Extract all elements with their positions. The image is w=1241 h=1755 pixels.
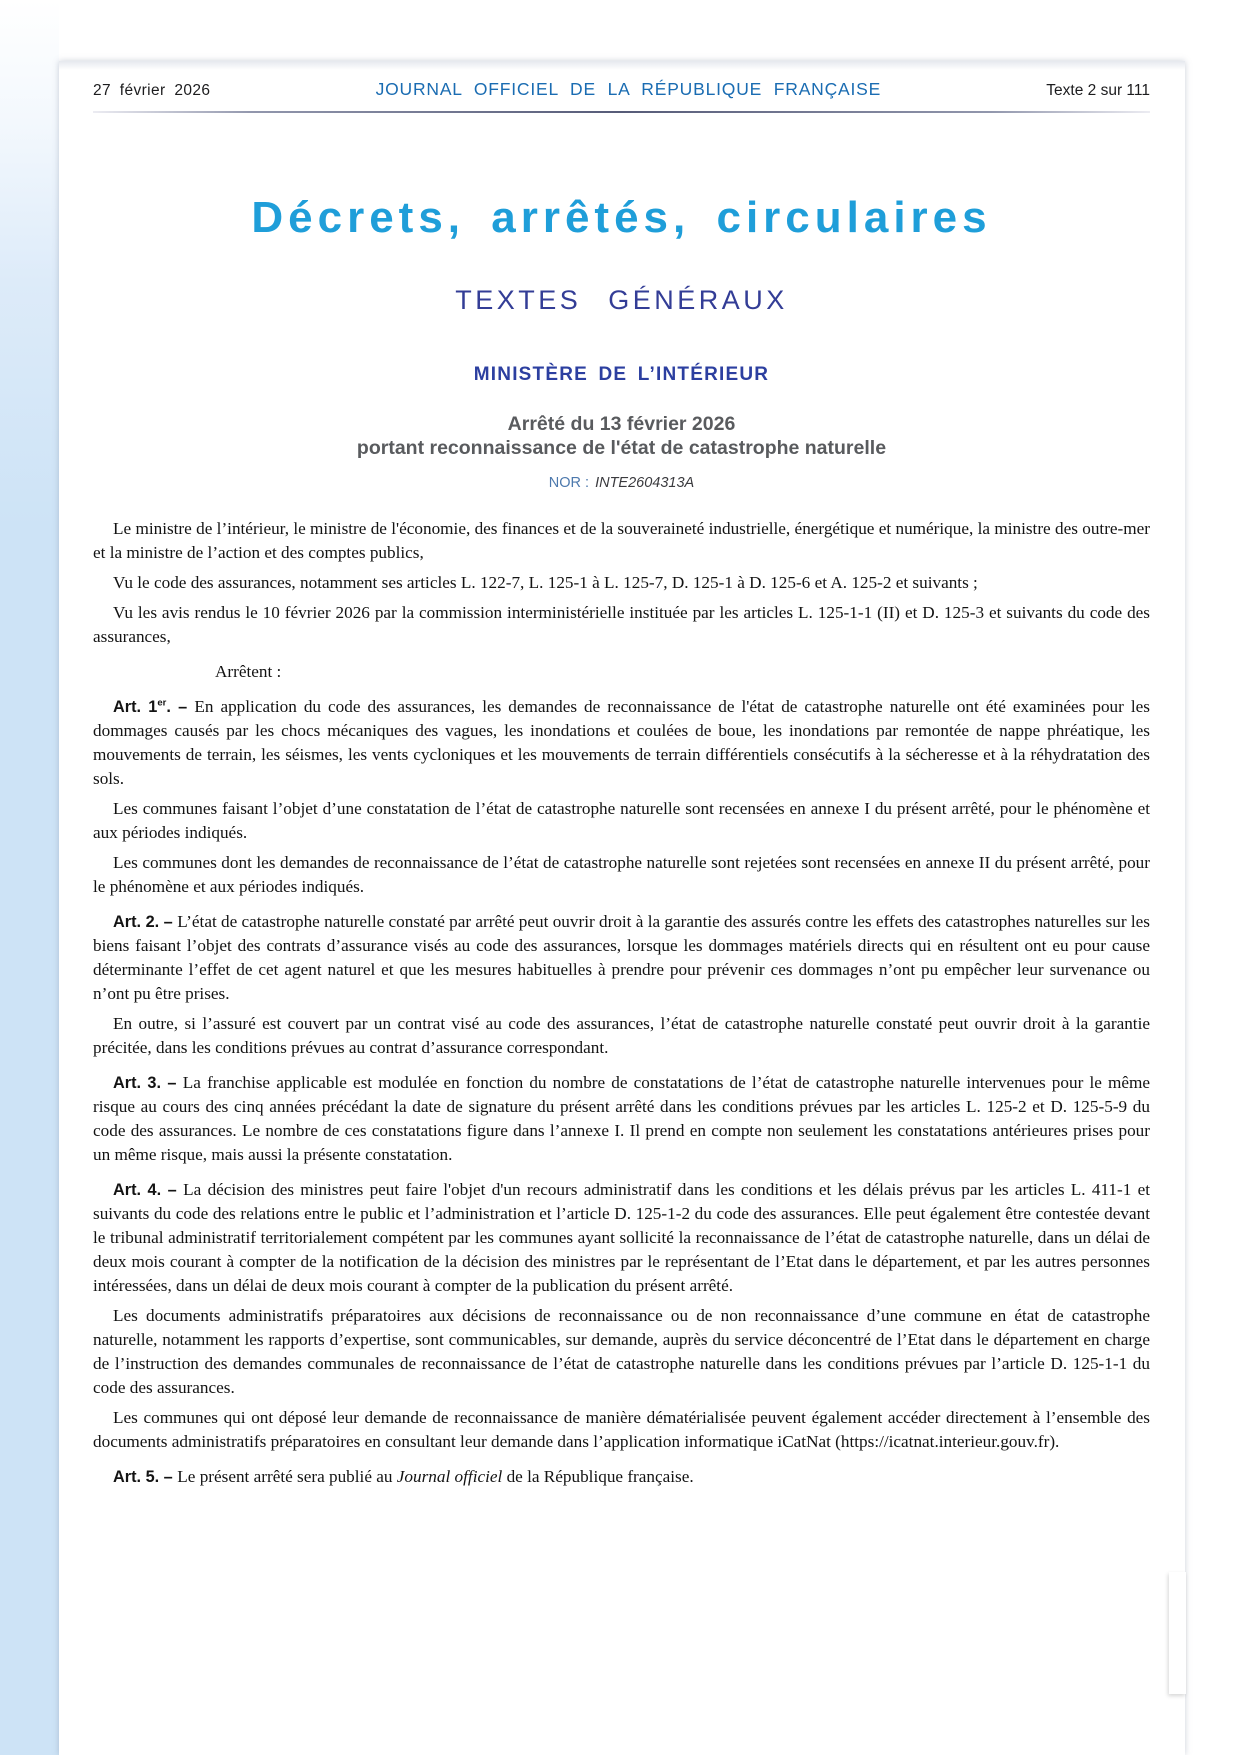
paragraph: Le ministre de l’intérieur, le ministre de l'économie, des finances et de la souveraineté industrielle, énergétique et numérique, la ministre des outre-mer et la ministre de l’action et des comptes publics, <box>93 519 1150 562</box>
decree-body <box>93 517 1150 1489</box>
paragraph: Arrêtent : <box>215 662 282 681</box>
paragraph: Vu le code des assurances, notamment ses articles L. 122-7, L. 125-1 à L. 125-7, D. 125-1 à D. 125-6 et A. 125-2 et suivants ; <box>113 573 978 592</box>
header-text-reference: Texte 2 sur 111 <box>1046 82 1150 99</box>
article-label: Art. 2. – <box>113 913 178 931</box>
paragraph: Les documents administratifs préparatoires aux décisions de reconnaissance ou de non reconnaissance d’une commune en état de catastrophe naturelle, notamment les rapports d’expertise, sont communicables, sur demande, auprès du service déconcentré de l’Etat dans le département en charge de l’instruction des demandes communales de reconnaissance de l’état de catastrophe naturelle dans les conditions prévues par l’article D. 125-1-1 du code des assurances. <box>93 1306 1150 1397</box>
decree-title <box>93 412 1150 460</box>
paragraph: Les communes faisant l’objet d’une constatation de l’état de catastrophe naturelle sont recensées en annexe I du présent arrêté, pour le phénomène et aux périodes indiqués. <box>93 799 1150 842</box>
article-paragraph: Art. 5. – Le présent arrêté sera publié au Journal officiel de la République française. <box>113 1467 694 1486</box>
article-paragraph: Art. 1er. – En application du code des assurances, les demandes de reconnaissance de l'état de catastrophe naturelle ont été examinées pour les dommages causés par les chocs mécaniques des vagues, les inondations et coulées de boue, les inondations par remontée de nappe phréatique, les mouvements de terrain, les séismes, les vents cycloniques et les mouvements de terrain différentiels consécutifs à la sécheresse et à la réhydratation des sols. <box>93 697 1150 788</box>
article-paragraph: Art. 2. – L’état de catastrophe naturelle constaté par arrêté peut ouvrir droit à la garantie des assurés contre les effets des catastrophes naturelles sur les biens faisant l’objet des contrats d’assurance visés au code des assurances, lorsque les dommages matériels directs qui en résultent ont eu pour cause déterminante l’effet de cet agent naturel et que les mesures habituelles à prendre pour prévenir ces dommages n’ont pu empêcher leur survenance ou n’ont pu être prises. <box>93 912 1150 1003</box>
decree-title-line1: Arrêté du 13 février 2026 <box>507 413 736 435</box>
journal-header <box>93 61 1150 100</box>
decree-title-line2: portant reconnaissance de l'état de catastrophe naturelle <box>356 437 887 459</box>
nor-value: INTE2604313A <box>595 475 695 491</box>
page-content <box>59 61 1185 1489</box>
article-label: Art. 3. – <box>113 1074 183 1092</box>
article-paragraph: Art. 4. – La décision des ministres peut faire l'objet d'un recours administratif dans les conditions et les délais prévus par les articles L. 411-1 et suivants du code des relations entre le public et l’administration et l’article D. 125-1-2 du code des assurances. Elle peut également être contestée devant le tribunal administratif territorialement compétent par les communes ayant sollicité la reconnaissance de l’état de catastrophe naturelle, dans un délai de deux mois courant à compter de la notification de la décision des ministres par le représentant de l’Etat dans le département, et par les autres personnes intéressées, dans un délai de deux mois courant à compter de la publication du présent arrêté. <box>93 1180 1150 1295</box>
journal-title: JOURNAL OFFICIEL DE LA RÉPUBLIQUE FRANÇAISE <box>375 79 882 99</box>
article-label: Art. 5. – <box>113 1468 178 1486</box>
article-label: Art. 4. – <box>113 1181 184 1199</box>
document-page <box>59 61 1185 1755</box>
nor-line <box>93 475 1150 491</box>
scrollbar-thumb[interactable] <box>1169 1572 1186 1694</box>
nor-label: NOR : <box>548 475 590 491</box>
article-label: Art. 1er. – <box>113 697 195 716</box>
paragraph: Les communes dont les demandes de reconnaissance de l’état de catastrophe naturelle sont rejetées sont recensées en annexe II du présent arrêté, pour le phénomène et aux périodes indiqués. <box>93 853 1150 896</box>
ministry-title: MINISTÈRE DE L’INTÉRIEUR <box>473 364 770 385</box>
header-date: 27 février 2026 <box>93 82 211 99</box>
paragraph: En outre, si l’assuré est couvert par un contrat visé au code des assurances, l’état de catastrophe naturelle constaté peut ouvrir droit à la garantie précitée, dans les conditions prévues au contrat d’assurance correspondant. <box>93 1014 1150 1057</box>
paragraph: Les communes qui ont déposé leur demande de reconnaissance de manière dématérialisée peuvent également accéder directement à l’ensemble des documents administratifs préparatoires en consultant leur demande dans l’application informatique iCatNat (https://icatnat.interieur.gouv.fr). <box>93 1408 1150 1451</box>
article-paragraph: Art. 3. – La franchise applicable est modulée en fonction du nombre de constatations de l’état de catastrophe naturelle intervenues pour le même risque au cours des cinq années précédant la date de signature du présent arrêté dans les conditions prévues par les articles L. 125-2 et D. 125-5-9 du code des assurances. Le nombre de ces constatations figure dans l’annexe I. Il prend en compte non seulement les constatations antérieures prises pour un même risque, mais aussi la présente constatation. <box>93 1073 1150 1164</box>
header-rule <box>93 111 1150 113</box>
section-subtitle: TEXTES GÉNÉRAUX <box>455 285 788 315</box>
paragraph: Vu les avis rendus le 10 février 2026 par la commission interministérielle instituée par les articles L. 125-1-1 (II) et D. 125-3 et suivants du code des assurances, <box>93 603 1150 646</box>
left-gradient-band <box>0 0 59 1755</box>
section-title: Décrets, arrêtés, circulaires <box>251 193 992 242</box>
